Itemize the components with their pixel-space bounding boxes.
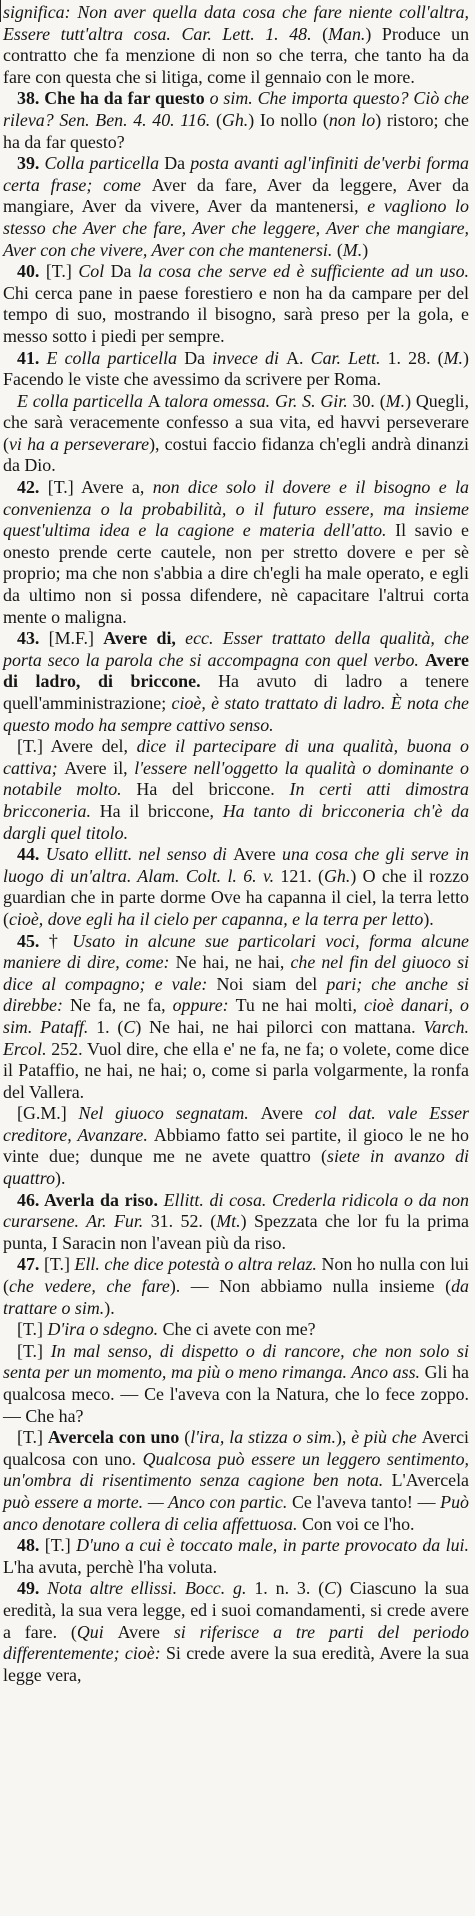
italic-text: è più che [351,1427,422,1448]
body-text: Avere [117,1621,174,1642]
entry-heading-text: 39. [17,153,45,174]
entry-paragraph [3,844,469,930]
italic-text: vi ha a perseverare [8,433,150,454]
body-text: ) O che il rozzo guardian che in parte dorme Ove ha capanna il ciel, la terra letto ( [3,865,469,929]
body-text: [T.] Avere a, [47,477,153,498]
body-text: [G.M.] [17,1103,79,1124]
italic-text: In certi atti dimostra bricconeria. [3,779,469,821]
text-body [3,2,469,1686]
body-text: ). [104,1297,115,1318]
body-text: ). [423,908,434,929]
body-text: ), [335,1427,352,1448]
body-text: 121. ( [280,865,324,886]
entry-heading-text: 43. [17,628,49,649]
italic-text: può essere a morte. — Anco con partic. [3,1491,292,1512]
entry-paragraph [3,1190,469,1255]
body-text: [T.] [44,1535,77,1556]
italic-text: talora omessa. Gr. S. Gir. [164,390,353,411]
entry-heading-text: 44. [17,844,46,865]
entry-paragraph [3,88,469,153]
italic-text: Ellitt. di cosa. Crederla ridicola o da non curarsene. Ar. Fur. [3,1189,469,1232]
body-text: ) Io nollo ( [248,109,329,130]
italic-text: o sim. Che importa questo? Ciò che rileva? Sen. Ben. 4. 40. 116. [3,88,470,130]
body-text: Avere [233,844,283,865]
body-text: Che ci avete con me? [162,1319,316,1340]
body-text: ), costui faccio fidanza ch'egli andrà dinanzi da Dio. [3,433,469,476]
body-text: Il savio e onesto prende certe cautele, non per stretto dovere e per sè proprio; ma che non s'abbia a dire ch'egli ha male operato, e egli da ultimo non si possa difendere, nè capacitare l'altrui corta mente o maligna. [3,520,469,627]
entry-paragraph [3,153,469,261]
body-text: ) Spezzata che lor fu la prima punta, I Saracin non l'avean più da riso. [3,1211,469,1253]
italic-text: M. [385,390,406,411]
italic-text: Gh. [323,865,351,886]
body-text: 1. 28. ( [387,347,444,368]
italic-text: dice il partecipare di una qualità, buona o cattiva; [3,736,469,778]
entry-paragraph [3,1254,469,1319]
body-text: Ne hai, ne hai, [175,952,291,973]
entry-paragraph [3,931,469,1104]
entry-heading-text: Avercela con uno [47,1427,185,1448]
body-text: ) Quegli, che sarà veracemente confesso a sua vita, ed havvi perseverare ( [3,390,469,454]
body-text: [M.F.] [48,628,104,649]
body-text: Da [184,347,213,368]
entry-paragraph [3,1103,469,1189]
italic-text: non dice solo il dovere e il bisogno e la convenienza o la probabilità, o il futuro essere, ma insieme quest'ultima idea e la cagione e materia dell'atto. [3,477,469,541]
body-text: Ce l'aveva tanto! — [291,1491,441,1512]
italic-text: non lo [328,109,376,130]
entry-heading-text: 49. [17,1578,48,1599]
italic-text: Gh. [221,109,249,130]
entry-heading-text: 48. [17,1535,45,1556]
italic-text: cioè, è stato trattato di ladro. È nota che questo modo ha sempre cattivo senso. [3,693,469,735]
body-text: 30. ( [352,390,386,411]
italic-text: che vedere, che fare [8,1276,170,1297]
italic-text: Nota altre ellissi. Bocc. g. [47,1578,255,1599]
body-text: L'ha avuta, perchè l'ha voluta. [3,1556,218,1577]
body-text: † [48,930,73,951]
body-text: [T.] [17,1427,48,1448]
body-text: Non ho nulla con lui ( [3,1254,469,1297]
body-text: ) Facendo le viste che avessimo da scrivere per Roma. [3,347,469,390]
entry-paragraph [3,628,469,736]
body-text: ). [55,1168,66,1189]
italic-text: posta avanti agl'infiniti de'verbi forma certa frase; come [3,153,469,195]
italic-text: Varch. Ercol. [3,1016,469,1059]
entry-paragraph [3,261,469,347]
body-text: [T.] [17,1340,51,1361]
italic-text: cioè, dove egli ha il cielo per capanna, e la terra per letto [8,908,424,929]
italic-text: Car. Lett. [310,347,388,368]
italic-text: Può anco denotare collera di celia affettuosa. [3,1491,469,1534]
italic-text: E colla particella [17,390,148,411]
body-text: ( [184,1427,191,1448]
body-text: ) Produce un contratto che fa menzione di non so che terra, che tanto ha da fare con questa che si litiga, come il gennaio con le more. [3,23,470,87]
entry-heading-text: 47. [17,1254,44,1275]
italic-text: Man. [328,23,366,44]
body-text: ) Ne hai, ne hai pilorci con mattana. [135,1016,424,1037]
body-text: ) [362,239,369,260]
body-text: ( [215,109,222,130]
italic-text: Qui [76,1621,118,1642]
entry-heading-text: 46. Averla da riso. [17,1189,164,1210]
italic-text: In mal senso, di dispetto o di rancore, che non solo si senta per un momento, ma più o meno rimanga. Anco ass. [3,1340,469,1383]
italic-text: l'essere nell'oggetto la qualità o dominante o notabile molto. [3,757,469,800]
italic-text: significa: Non aver quella data cosa che fare niente coll'altra, Essere tutt'altra cosa. Car. Lett. 1. 48. [3,2,469,44]
body-text: Ha il briccone, [99,800,223,821]
italic-text: pari; che anche si direbbe: [3,973,469,1016]
body-text: Ne fa, ne fa, [69,995,173,1016]
entry-paragraph [3,1427,469,1535]
entry-heading-text: Avere di ladro, di briccone. [3,649,469,692]
italic-text: C [123,1016,136,1037]
body-text: Da [164,153,191,174]
body-text: L'Avercela [391,1470,469,1491]
italic-text: Usato ellitt. nel senso di [45,844,234,865]
italic-text: D'uno a cui è toccato male, in parte provocato da lui. [76,1535,469,1556]
body-text: ) Ciascuno la sua eredità, la sua vera legge, ed i suoi comandamenti, si crede avere a fare. ( [3,1578,469,1642]
body-text: A [147,390,165,411]
entry-heading-text: 41. [17,347,47,368]
body-text: Averci qualcosa con uno. [3,1427,469,1469]
italic-text: M. [443,347,464,368]
body-text: Abbiamo fatto sei partite, il gioco le ne ho vinte due; dunque me ne avete quattro ( [3,1124,469,1167]
italic-text: ecc. Esser trattato della qualità, che porta seco la parola che si accompagna con quel verbo. [3,628,469,670]
entry-paragraph [3,1535,469,1578]
italic-text: la cosa che serve ed è sufficiente ad un uso. [137,261,469,282]
body-text: 1. ( [96,1016,124,1037]
body-text: [T.] [45,261,79,282]
entry-paragraph [3,2,469,88]
italic-text: cioè danari, o sim. Pataff. [3,995,469,1037]
entry-heading-text: Avere di, [103,628,186,649]
italic-text: Qualcosa può essere un leggero sentimento, un'ombra di risentimento senza cagione ben nota. [3,1448,469,1491]
body-text: Da [110,261,138,282]
italic-text: una cosa che gli serve in luogo di un'altra. Alam. Colt. l. 6. v. [3,844,470,886]
italic-text: Usato in alcune sue particolari voci, forma alcune maniere di dire, come: [3,930,469,973]
body-text: [T.] [17,1319,48,1340]
body-text: Con voi ce l'ho. [301,1513,415,1534]
italic-text: Ell. che dice potestà o altra relaz. [74,1254,322,1275]
body-text: Si crede avere la sua eredità, Avere la sua legge vera, [3,1643,469,1685]
body-text: ). — Non abbiamo nulla insieme ( [169,1276,452,1297]
body-text: A. [286,347,311,368]
italic-text: Col [78,261,111,282]
body-text: Tu ne hai molti, [235,995,364,1016]
entry-paragraph [3,1341,469,1427]
body-text: Aver da fare, Aver da leggere, Aver da mangiare, Aver da vivere, Aver da mantenersi, [3,174,469,217]
entry-heading-text: 38. Che ha da far questo [17,88,210,109]
italic-text: M. [342,239,363,260]
entry-paragraph [3,1578,469,1686]
body-text: ( [322,23,329,44]
italic-text: Ha tanto di bricconeria ch'è da dargli quel titolo. [3,800,470,843]
body-text: ( [336,239,343,260]
body-text: 1. n. 3. ( [254,1578,325,1599]
italic-text: C [324,1578,337,1599]
body-text: 252. Vuol dire, che ella e' ne fa, ne fa; o volete, come dice il Pataffio, ne hai, ne hai; o, come si parla volgarmente, la ronfa del Vallera. [3,1038,470,1102]
italic-text: oppure: [172,995,236,1016]
body-text: Ha del briccone. [136,779,290,800]
italic-text: D'ira o sdegno. [47,1319,163,1340]
entry-heading-text: 42. [17,477,48,498]
italic-text: E colla particella [46,347,185,368]
entry-paragraph [3,477,469,628]
italic-text: e vagliono lo stesso che Aver che fare, Aver che leggere, Aver che mangiare, Aver con che vivere, Aver con che mantenersi. [3,196,469,260]
italic-text: che nel fin del giuoco si dice al compagno; e vale: [3,952,469,994]
entry-paragraph [3,348,469,391]
body-text: Noi siam del [216,973,327,994]
body-text: [T.] Avere del, [17,736,137,757]
body-text: Ha avuto di ladro a tenere quell'amministrazione; [3,671,469,713]
entry-heading-text: 40. [17,261,46,282]
body-text: ) ristoro; che ha da far questo? [3,109,469,152]
entry-paragraph [3,391,469,477]
body-text: Avere [260,1103,315,1124]
body-text: Chi cerca pane in paese forestiero e non ha da campare per del tempo di suo, mostrando il bisogno, sarà preso per la gola, e messo sotto i piedi per sempre. [3,282,469,346]
italic-text: Nel giuoco segnatam. [78,1103,261,1124]
italic-text: siete in avanzo di quattro [3,1146,469,1189]
gutter-mark [0,0,4,22]
body-text: 31. 52. ( [150,1211,217,1232]
italic-text: col dat. vale Esser creditore, Avanzare. [3,1103,469,1145]
italic-text: da trattare o sim. [3,1276,469,1318]
entry-paragraph [3,1319,469,1341]
body-text: Avere il, [64,757,135,778]
italic-text: Mt. [216,1211,241,1232]
entry-heading-text: 45. [17,930,49,951]
entry-paragraph [3,736,469,844]
italic-text: invece di [212,347,287,368]
italic-text: Colla particella [44,153,165,174]
body-text: [T.] [43,1254,75,1275]
body-text: Gli ha qualcosa meco. — Ce l'aveva con la Natura, che lo fece zoppo. — Che ha? [3,1362,469,1426]
italic-text: si riferisce a tre parti del periodo differentemente; cioè: [3,1621,469,1664]
italic-text: l'ira, la stizza o sim. [190,1427,336,1448]
